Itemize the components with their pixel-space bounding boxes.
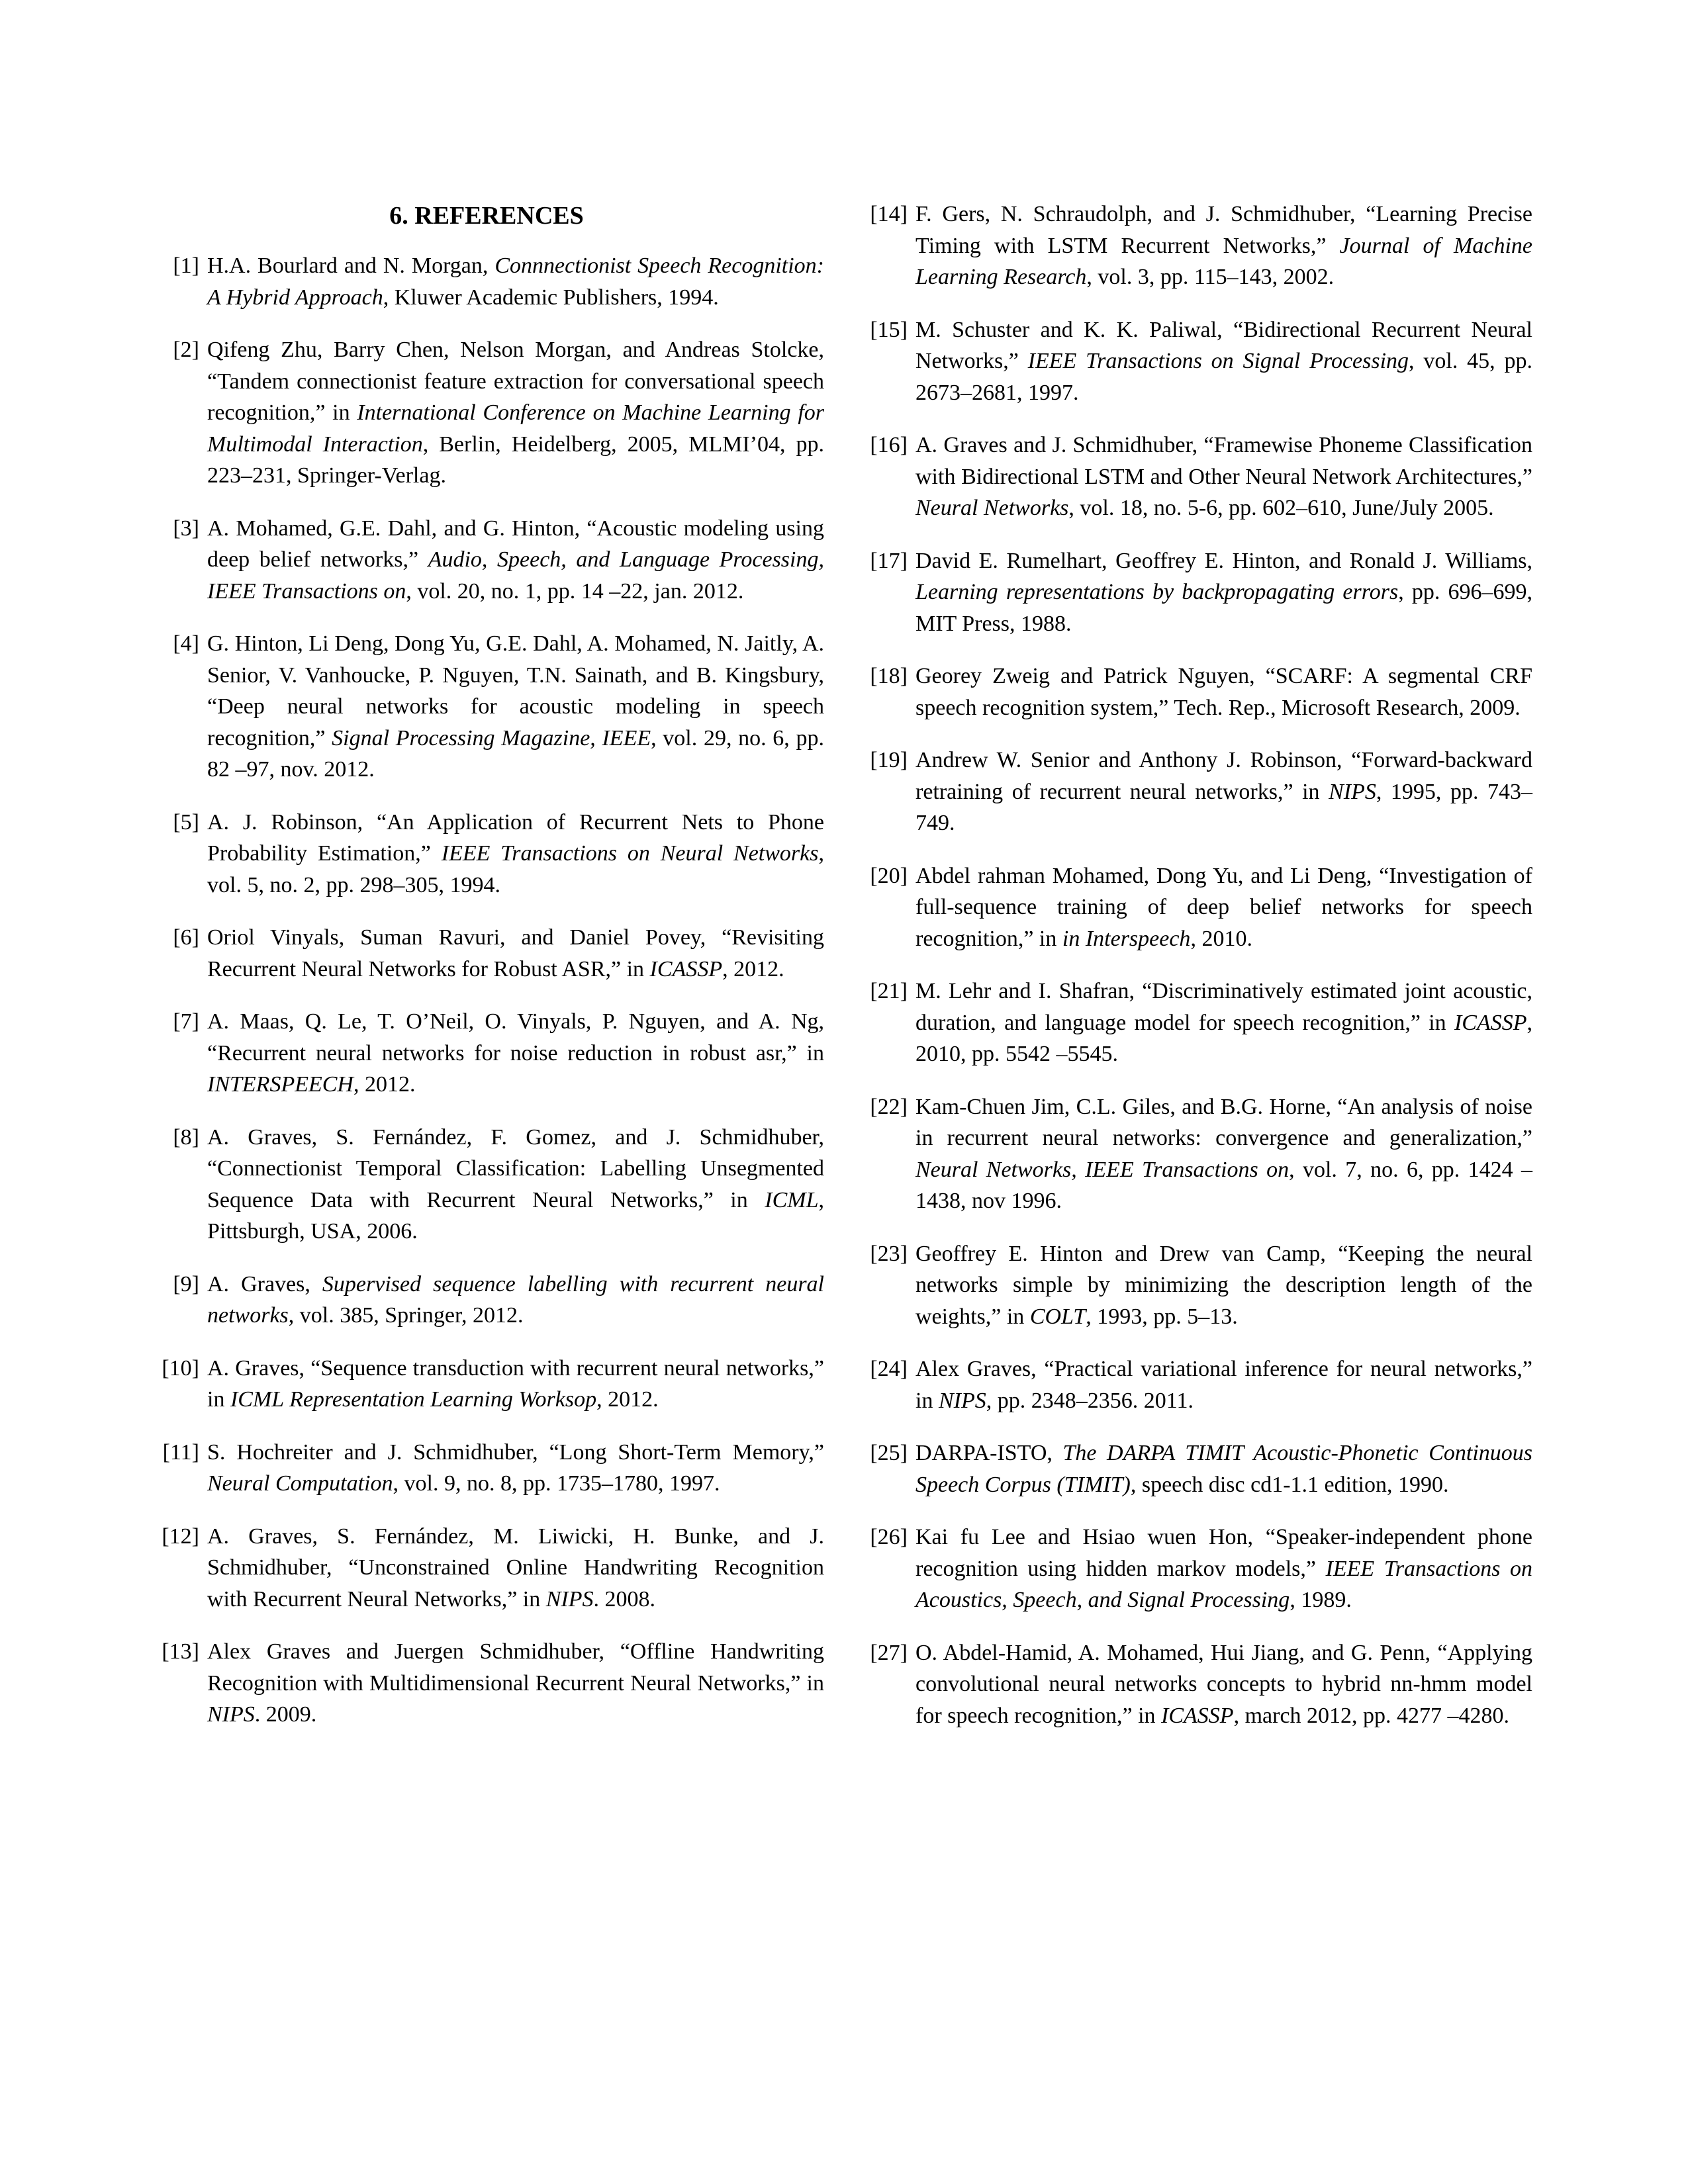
reference-number: [14] bbox=[870, 202, 908, 226]
reference-number: [7] bbox=[173, 1009, 199, 1034]
reference-venue: NIPS bbox=[207, 1702, 255, 1727]
reference-text bbox=[915, 976, 1532, 1070]
reference-segment: Abdel rahman Mohamed, Dong Yu, and Li Deng, “Investigation of full-sequence training of deep belief networks for speech recognition,” in bbox=[915, 863, 1532, 951]
reference-item bbox=[857, 430, 1532, 524]
reference-segment: , 1993, pp. 5–13. bbox=[1086, 1304, 1238, 1329]
reference-segment: , 2012. bbox=[353, 1072, 416, 1097]
reference-item bbox=[857, 1522, 1532, 1616]
reference-item bbox=[149, 334, 824, 492]
reference-venue: Neural Computation bbox=[207, 1471, 393, 1496]
reference-segment: , vol. 20, no. 1, pp. 14 –22, jan. 2012. bbox=[406, 578, 744, 604]
reference-text bbox=[207, 1437, 824, 1500]
reference-segment: A. J. Robinson, “An Application of Recurrent Nets to Phone Probability Estimation,” bbox=[207, 809, 824, 866]
reference-number: [9] bbox=[173, 1271, 199, 1297]
reference-segment: , vol. 3, pp. 115–143, 2002. bbox=[1086, 265, 1335, 289]
reference-text bbox=[915, 430, 1532, 524]
reference-segment: , 2010. bbox=[1190, 926, 1252, 951]
reference-segment: , 2012. bbox=[722, 956, 784, 981]
reference-text bbox=[207, 513, 824, 608]
reference-item bbox=[857, 314, 1532, 409]
reference-item bbox=[149, 250, 824, 313]
reference-venue: ICASSP bbox=[1454, 1010, 1527, 1035]
reference-venue: NIPS bbox=[545, 1586, 594, 1612]
reference-segment: , vol. 9, no. 8, pp. 1735–1780, 1997. bbox=[393, 1471, 720, 1496]
reference-venue: IEEE Transactions on Signal Processing bbox=[1027, 349, 1409, 373]
reference-segment: H.A. Bourlard and N. Morgan, bbox=[207, 253, 495, 278]
reference-item bbox=[857, 745, 1532, 839]
reference-text bbox=[207, 1353, 824, 1416]
reference-text bbox=[915, 860, 1532, 955]
reference-list-left bbox=[149, 250, 824, 1731]
reference-segment: Alex Graves and Juergen Schmidhuber, “Offline Handwriting Recognition with Multidimensional Recurrent Neural Networks,” in bbox=[207, 1639, 824, 1696]
reference-number: [12] bbox=[162, 1524, 199, 1549]
reference-segment: A. Maas, Q. Le, T. O’Neil, O. Vinyals, P. Nguyen, and A. Ng, “Recurrent neural networks for noise reduction in robust asr,” in bbox=[207, 1009, 824, 1066]
reference-item bbox=[149, 513, 824, 608]
reference-venue: Neural Networks, IEEE Transactions on bbox=[915, 1157, 1289, 1182]
reference-segment: F. Gers, N. Schraudolph, and J. Schmidhuber, “Learning Precise Timing with LSTM Recurrent Networks,” bbox=[915, 202, 1532, 258]
reference-text bbox=[207, 1006, 824, 1101]
reference-segment: , Kluwer Academic Publishers, 1994. bbox=[383, 285, 719, 310]
reference-number: [17] bbox=[870, 548, 908, 573]
reference-segment: . 2009. bbox=[254, 1702, 317, 1727]
reference-item bbox=[857, 976, 1532, 1070]
reference-segment: , Pittsburgh, USA, 2006. bbox=[207, 1187, 824, 1244]
reference-segment: G. Hinton, Li Deng, Dong Yu, G.E. Dahl, A. Mohamed, N. Jaitly, A. Senior, V. Vanhoucke, P. Nguyen, T.N. Sainath, and B. Kingsbury, “Deep neural networks for acoustic modeling in speech recognition,” bbox=[207, 631, 824, 751]
reference-text bbox=[207, 1636, 824, 1731]
reference-venue: COLT bbox=[1029, 1304, 1086, 1329]
reference-text bbox=[207, 1521, 824, 1615]
reference-item bbox=[857, 860, 1532, 955]
reference-item bbox=[857, 1091, 1532, 1217]
reference-item bbox=[857, 1437, 1532, 1500]
reference-segment: , Berlin, Heidelberg, 2005, MLMI’04, pp. 223–231, Springer-Verlag. bbox=[207, 432, 824, 488]
reference-number: [23] bbox=[870, 1241, 908, 1266]
reference-segment: , 1989. bbox=[1289, 1588, 1352, 1612]
reference-number: [5] bbox=[173, 809, 199, 835]
reference-venue: Supervised sequence labelling with recurrent neural networks bbox=[207, 1271, 824, 1328]
reference-segment: Alex Graves, “Practical variational inference for neural networks,” in bbox=[915, 1357, 1532, 1413]
reference-venue: ICASSP bbox=[1161, 1703, 1234, 1728]
reference-text bbox=[207, 1122, 824, 1248]
reference-segment: DARPA-ISTO, bbox=[915, 1441, 1063, 1465]
reference-item bbox=[857, 545, 1532, 640]
reference-segment: , march 2012, pp. 4277 –4280. bbox=[1233, 1703, 1510, 1728]
reference-venue: Connnectionist Speech Recognition: A Hybrid Approach bbox=[207, 253, 824, 310]
reference-text bbox=[207, 807, 824, 901]
reference-item bbox=[857, 1238, 1532, 1333]
reference-segment: S. Hochreiter and J. Schmidhuber, “Long Short-Term Memory,” bbox=[207, 1439, 824, 1465]
reference-venue: NIPS bbox=[938, 1388, 986, 1413]
reference-number: [8] bbox=[173, 1124, 199, 1150]
reference-venue: Signal Processing Magazine, IEEE bbox=[332, 725, 651, 751]
reference-number: [6] bbox=[173, 925, 199, 950]
reference-venue: Learning representations by backpropagating errors bbox=[915, 580, 1399, 604]
reference-segment: , vol. 18, no. 5-6, pp. 602–610, June/July 2005. bbox=[1068, 496, 1494, 520]
reference-list-right bbox=[857, 199, 1532, 1731]
reference-number: [1] bbox=[173, 253, 199, 278]
reference-number: [24] bbox=[870, 1357, 908, 1381]
reference-text bbox=[915, 545, 1532, 640]
reference-venue: INTERSPEECH bbox=[207, 1072, 353, 1097]
reference-segment: Georey Zweig and Patrick Nguyen, “SCARF: A segmental CRF speech recognition system,” Tech. Rep., Microsoft Research, 2009. bbox=[915, 664, 1532, 720]
reference-number: [26] bbox=[870, 1525, 908, 1549]
reference-segment: David E. Rumelhart, Geoffrey E. Hinton, and Ronald J. Williams, bbox=[915, 548, 1532, 573]
reference-item bbox=[149, 807, 824, 901]
reference-venue: NIPS bbox=[1329, 779, 1376, 804]
reference-text bbox=[915, 1437, 1532, 1500]
reference-text bbox=[207, 628, 824, 786]
reference-segment: . 2008. bbox=[593, 1586, 656, 1612]
reference-venue: Audio, Speech, and Language Processing, IEEE Transactions on bbox=[207, 547, 824, 604]
reference-segment: A. Graves, S. Fernández, M. Liwicki, H. Bunke, and J. Schmidhuber, “Unconstrained Online Handwriting Recognition with Recurrent Neural Networks,” in bbox=[207, 1524, 824, 1612]
reference-item bbox=[149, 628, 824, 786]
reference-segment: , 1995, pp. 743–749. bbox=[915, 779, 1532, 835]
reference-venue: ICML Representation Learning Worksop bbox=[230, 1387, 597, 1412]
reference-venue: in Interspeech bbox=[1062, 926, 1191, 951]
reference-text bbox=[207, 334, 824, 492]
reference-item bbox=[149, 1437, 824, 1500]
reference-segment: , pp. 696–699, MIT Press, 1988. bbox=[915, 580, 1532, 636]
reference-text bbox=[915, 314, 1532, 409]
reference-number: [4] bbox=[173, 631, 199, 656]
reference-item bbox=[857, 660, 1532, 723]
reference-segment: O. Abdel-Hamid, A. Mohamed, Hui Jiang, and G. Penn, “Applying convolutional neural networks concepts to hybrid nn-hmm model for speech recognition,” in bbox=[915, 1640, 1532, 1728]
reference-segment: , 2012. bbox=[596, 1387, 659, 1412]
reference-number: [13] bbox=[162, 1639, 199, 1664]
reference-number: [19] bbox=[870, 748, 908, 772]
reference-segment: M. Schuster and K. K. Paliwal, “Bidirectional Recurrent Neural Networks,” bbox=[915, 317, 1532, 373]
left-column bbox=[149, 199, 824, 1752]
reference-item bbox=[149, 922, 824, 985]
reference-item bbox=[149, 1269, 824, 1332]
reference-segment: , vol. 29, no. 6, pp. 82 –97, nov. 2012. bbox=[207, 725, 824, 782]
reference-item bbox=[149, 1636, 824, 1731]
reference-number: [18] bbox=[870, 664, 908, 688]
reference-number: [11] bbox=[162, 1439, 199, 1465]
reference-text bbox=[915, 1353, 1532, 1416]
reference-text bbox=[915, 1238, 1532, 1333]
reference-number: [20] bbox=[870, 863, 908, 888]
reference-text bbox=[915, 1637, 1532, 1732]
reference-segment: Kai fu Lee and Hsiao wuen Hon, “Speaker-independent phone recognition using hidden markov models,” bbox=[915, 1525, 1532, 1581]
reference-text bbox=[207, 922, 824, 985]
reference-segment: , vol. 385, Springer, 2012. bbox=[288, 1303, 524, 1328]
reference-number: [25] bbox=[870, 1441, 908, 1465]
reference-number: [22] bbox=[870, 1094, 908, 1119]
reference-venue: ICML bbox=[765, 1187, 819, 1212]
reference-text bbox=[207, 250, 824, 313]
reference-number: [10] bbox=[162, 1355, 199, 1381]
reference-text bbox=[915, 199, 1532, 293]
reference-text bbox=[915, 1091, 1532, 1217]
reference-item bbox=[857, 1637, 1532, 1732]
section-title: 6. REFERENCES bbox=[389, 202, 584, 230]
reference-venue: International Conference on Machine Learning for Multimodal Interaction bbox=[207, 400, 824, 457]
reference-text bbox=[207, 1269, 824, 1332]
reference-venue: Journal of Machine Learning Research bbox=[915, 233, 1532, 289]
reference-segment: A. Mohamed, G.E. Dahl, and G. Hinton, “Acoustic modeling using deep belief networks,” bbox=[207, 516, 824, 572]
reference-segment: Qifeng Zhu, Barry Chen, Nelson Morgan, and Andreas Stolcke, “Tandem connectionist feature extraction for conversational speech recognition,” in bbox=[207, 338, 824, 425]
reference-segment: , speech disc cd1-1.1 edition, 1990. bbox=[1130, 1472, 1449, 1497]
reference-segment: Oriol Vinyals, Suman Ravuri, and Daniel Povey, “Revisiting Recurrent Neural Networks for Robust ASR,” in bbox=[207, 925, 824, 981]
reference-venue: The DARPA TIMIT Acoustic-Phonetic Continuous Speech Corpus (TIMIT) bbox=[915, 1441, 1532, 1497]
right-column bbox=[857, 199, 1532, 1752]
reference-segment: A. Graves, “Sequence transduction with recurrent neural networks,” in bbox=[207, 1355, 824, 1412]
reference-item bbox=[149, 1521, 824, 1615]
reference-number: [27] bbox=[870, 1640, 908, 1665]
reference-number: [16] bbox=[870, 433, 908, 457]
reference-text bbox=[915, 1522, 1532, 1616]
reference-venue: ICASSP bbox=[649, 956, 723, 981]
reference-segment: A. Graves, S. Fernández, F. Gomez, and J. Schmidhuber, “Connectionist Temporal Classification: Labelling Unsegmented Sequence Data with Recurrent Neural Networks,” in bbox=[207, 1124, 824, 1212]
reference-text bbox=[915, 745, 1532, 839]
reference-segment: Geoffrey E. Hinton and Drew van Camp, “Keeping the neural networks simple by minimizing the description length of the weights,” in bbox=[915, 1241, 1532, 1329]
reference-venue: Neural Networks bbox=[915, 496, 1069, 520]
reference-segment: , vol. 45, pp. 2673–2681, 1997. bbox=[915, 349, 1532, 405]
reference-text bbox=[915, 660, 1532, 723]
reference-item bbox=[857, 1353, 1532, 1416]
reference-segment: , 2010, pp. 5542 –5545. bbox=[915, 1010, 1532, 1066]
reference-segment: A. Graves, bbox=[207, 1271, 322, 1297]
reference-item bbox=[149, 1122, 824, 1248]
reference-segment: M. Lehr and I. Shafran, “Discriminatively estimated joint acoustic, duration, and language model for speech recognition,” in bbox=[915, 979, 1532, 1035]
reference-venue: IEEE Transactions on Acoustics, Speech, and Signal Processing bbox=[915, 1556, 1532, 1612]
reference-segment: Andrew W. Senior and Anthony J. Robinson, “Forward-backward retraining of recurrent neural networks,” in bbox=[915, 748, 1532, 804]
reference-number: [2] bbox=[173, 338, 199, 362]
reference-item bbox=[149, 1006, 824, 1101]
reference-segment: Kam-Chuen Jim, C.L. Giles, and B.G. Horne, “An analysis of noise in recurrent neural networks: convergence and generalization,” bbox=[915, 1094, 1532, 1150]
reference-segment: , vol. 7, no. 6, pp. 1424 –1438, nov 1996. bbox=[915, 1157, 1532, 1213]
reference-venue: IEEE Transactions on Neural Networks bbox=[441, 841, 819, 866]
reference-number: [15] bbox=[870, 317, 908, 342]
reference-segment: A. Graves and J. Schmidhuber, “Framewise Phoneme Classification with Bidirectional LSTM and Other Neural Network Architectures,” bbox=[915, 433, 1532, 489]
reference-number: [21] bbox=[870, 979, 908, 1003]
reference-item bbox=[857, 199, 1532, 293]
reference-number: [3] bbox=[173, 516, 199, 541]
reference-segment: , pp. 2348–2356. 2011. bbox=[986, 1388, 1194, 1413]
reference-item bbox=[149, 1353, 824, 1416]
reference-segment: , vol. 5, no. 2, pp. 298–305, 1994. bbox=[207, 841, 824, 897]
